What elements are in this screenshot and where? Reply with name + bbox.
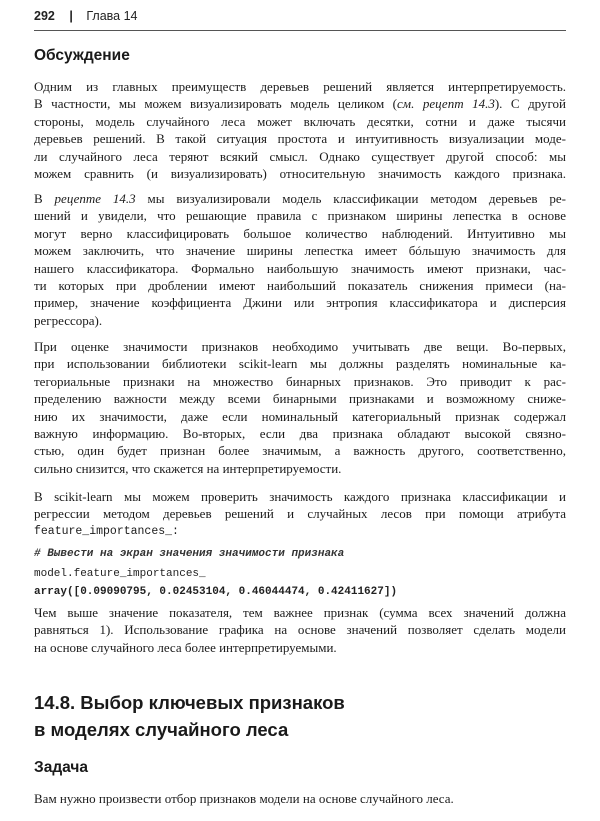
section-heading-line: в моделях случайного леса: [34, 719, 289, 740]
text-line: Одним из главных преимуществ деревьев решений является интерпретируемость.: [34, 79, 566, 94]
paragraph-5: [34, 604, 566, 656]
paragraph-4: [34, 488, 566, 540]
code-output: array([0.09090795, 0.02453104, 0.46044474, 0.42411627]): [34, 586, 398, 598]
text-line: [34, 190, 566, 207]
text-line: Чем выше значение показателя, тем важнее признак (сумма всех значений должна: [34, 605, 566, 620]
text-run: В: [34, 191, 55, 206]
code-comment: # Вывести на экран значения значимости признака: [34, 548, 345, 560]
text-line: пределению важности между всеми бинарными признаками и возможному сниже-: [34, 391, 566, 407]
text-line: равняться 1). Использование графика на основе значений позволяет сделать модели: [34, 622, 566, 638]
text-line: регрессора).: [34, 312, 103, 328]
header-rule: [34, 30, 566, 31]
text-line: можем заключить, что значение ширины лепестка имеет бóльшую значимость для: [34, 243, 566, 259]
header-separator: |: [69, 9, 73, 23]
code-line: model.feature_importances_: [34, 568, 206, 580]
text-line: [34, 95, 566, 112]
text-line: нашего классификатора. Формально наибольшую значимость имеют признаки, час-: [34, 260, 566, 276]
attribute-name: feature_importances_:: [34, 524, 179, 538]
paragraph-1: [34, 78, 566, 182]
running-header: [34, 9, 137, 23]
text-line: стью, один будет признан более значимым, а важность другого, соответственно,: [34, 443, 566, 459]
text-line: регрессии методом деревьев решений и случайных лесов при помощи атрибута: [34, 506, 566, 522]
text-run: В частности, мы можем визуализировать модель целиком (: [34, 96, 398, 112]
text-line: ли случайного леса теряют всякий смысл. Однако существует другой способ: мы: [34, 148, 566, 164]
text-line: В scikit-learn мы можем проверить значимость каждого признака классификации и: [34, 489, 566, 504]
text-line: нию их значимости, даже если номинальный категориальный признак содержал: [34, 408, 566, 424]
section-heading-line: 14.8. Выбор ключевых признаков: [34, 692, 345, 713]
text-line: Вам нужно произвести отбор признаков модели на основе случайного леса.: [34, 791, 454, 806]
paragraph-2: [34, 190, 566, 329]
task-heading: Задача: [34, 759, 89, 776]
text-line: деревьев решений. В такой ситуация простота и интуитивность визуализации моде-: [34, 131, 566, 147]
page-number: 292: [34, 9, 55, 23]
recipe-reference: рецепте 14.3: [54, 191, 136, 206]
text-line: При оценке значимости признаков необходимо учитывать две вещи. Во-первых,: [34, 339, 566, 354]
section-heading: [34, 689, 345, 743]
text-line: шений и увидели, что решающие правила с признаком ширины лепестка в основе: [34, 208, 566, 224]
text-run: ). С другой: [494, 96, 566, 112]
text-line: тегориальные признаки на множество бинарных признаков. Это приводит к рас-: [34, 373, 566, 389]
task-paragraph: [34, 790, 566, 807]
chapter-label: Глава 14: [86, 9, 138, 23]
text-run: мы визуализировали модель классификации методом деревьев ре-: [135, 191, 567, 206]
recipe-reference: см. рецепт 14.3: [397, 96, 495, 112]
text-line: ти которых при дроблении имеют наибольший показатель снижения примеси (на-: [34, 277, 566, 293]
text-line: могут верно классифицировать большое количество наблюдений. Интуитивно мы: [34, 225, 566, 241]
text-line: сильно снизится, что скажется на интерпретируемости.: [34, 460, 342, 476]
text-line: важную информацию. Во-вторых, если два признака обладают высокой связно-: [34, 425, 566, 441]
text-line: на основе случайного леса более интерпретируемыми.: [34, 639, 337, 655]
text-line: можем сравнить (и визуализировать) относительную значимость каждого признака.: [34, 165, 566, 181]
text-line: при использовании библиотеки scikit-learn мы должны разделять номинальные ка-: [34, 356, 566, 372]
discussion-heading: Обсуждение: [34, 47, 130, 64]
text-line: стороны, модель случайного леса может включать десятки, сотни и даже тысячи: [34, 113, 566, 129]
text-line: пример, значение коэффициента Джини или энтропия классификатора и дисперсия: [34, 295, 566, 311]
paragraph-3: [34, 338, 566, 477]
